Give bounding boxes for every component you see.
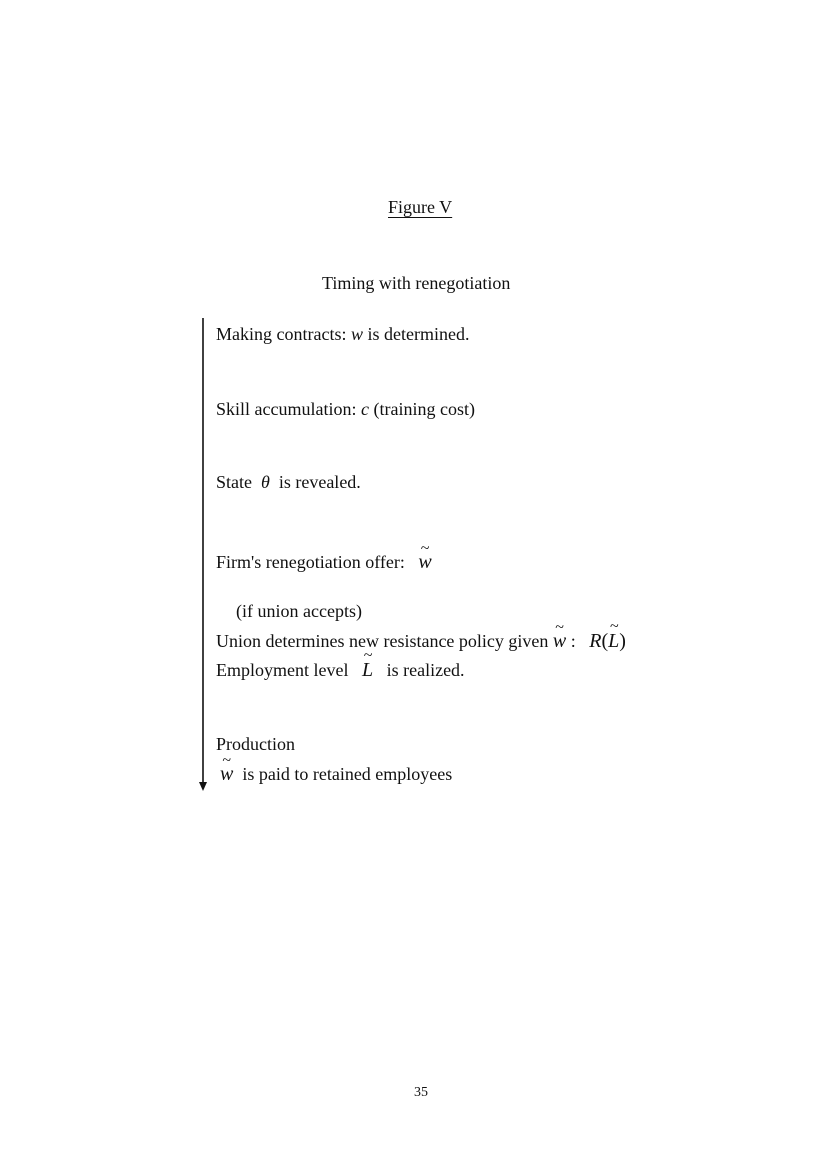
variable-L-tilde: ~ L [608, 630, 619, 652]
step-text: State [216, 472, 257, 492]
paren-open: ( [601, 630, 609, 652]
variable-R: R [589, 630, 602, 652]
step-text: is paid to retained employees [237, 764, 453, 784]
step-text: is realized. [382, 660, 465, 680]
timeline-arrowhead [199, 782, 207, 791]
figure-title: Figure V [388, 197, 453, 217]
step-text: Employment level [216, 660, 353, 680]
step-text: Union determines new resistance policy given [216, 631, 553, 651]
step-union-resistance [216, 630, 626, 652]
step-text: (training cost) [368, 399, 475, 419]
variable-w: w [350, 324, 363, 344]
page-number: 35 [414, 1085, 428, 1100]
variable-theta: θ [261, 472, 270, 492]
step-skill-accumulation [216, 398, 475, 420]
step-text: Firm's renegotiation offer: [216, 552, 410, 572]
variable-w-tilde: ~ w [553, 630, 566, 652]
figure-subtitle: Timing with renegotiation [322, 273, 511, 293]
step-renegotiation-offer [216, 551, 432, 573]
step-text: Making contracts: [216, 324, 351, 344]
step-production: Production [216, 734, 295, 754]
variable-w-tilde: ~ w [418, 551, 431, 573]
step-state-revealed [216, 471, 361, 493]
step-making-contracts [216, 323, 469, 345]
variable-L-tilde: ~ L [362, 659, 373, 681]
step-text: is revealed. [274, 472, 361, 492]
step-text: is determined. [362, 324, 470, 344]
step-employment-level [216, 659, 465, 681]
paren-close: ) [619, 630, 626, 652]
variable-w-tilde: ~ w [220, 763, 233, 785]
step-union-accepts: (if union accepts) [236, 601, 362, 621]
variable-c: c [360, 399, 369, 419]
step-text: Skill accumulation: [216, 399, 361, 419]
step-wage-paid [220, 763, 452, 785]
step-text: : [566, 631, 581, 651]
